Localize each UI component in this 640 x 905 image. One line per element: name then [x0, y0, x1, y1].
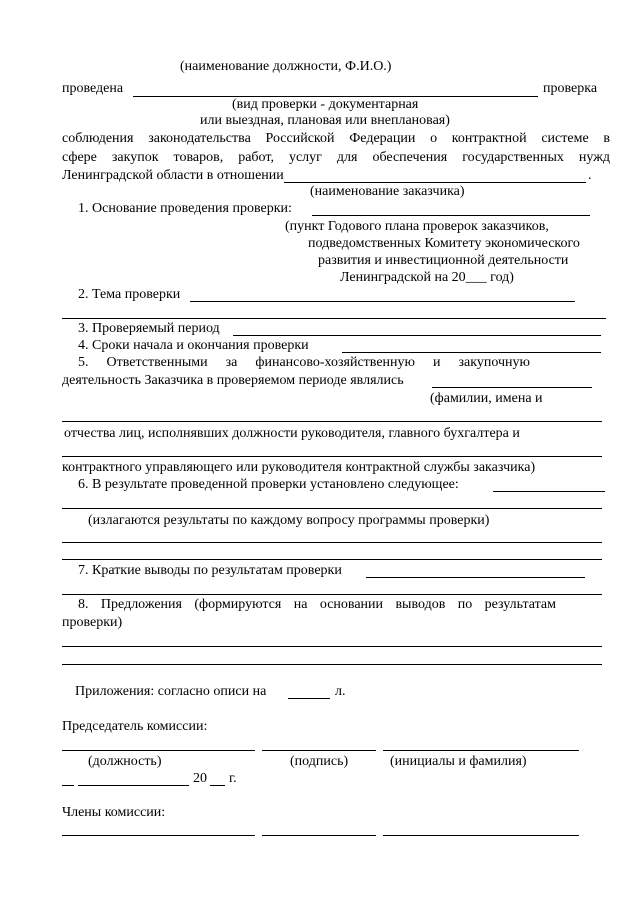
inspection-label: проверка	[543, 81, 598, 96]
official-caption: (наименование должности, Ф.И.О.)	[180, 59, 392, 74]
conducted-label: проведена	[62, 81, 124, 96]
chairman-label: Председатель комиссии:	[62, 719, 208, 734]
attachments-sheets-field[interactable]	[288, 698, 330, 699]
intro-paragraph-line-1: соблюдения законодательства Российской Федерации о контрактной системе в	[62, 131, 610, 146]
attachments-suffix: л.	[335, 684, 346, 699]
section-5-caption-2: отчества лиц, исполнявших должности руководителя, главного бухгалтера и	[64, 426, 520, 441]
section-2-field-continued[interactable]	[62, 318, 606, 319]
intro-period: .	[588, 168, 592, 183]
section-8-field-line-1[interactable]	[62, 646, 602, 647]
section-5-field-line-3[interactable]	[62, 456, 602, 457]
chairman-position-field[interactable]	[62, 750, 255, 751]
chairman-date-year-field[interactable]	[210, 785, 225, 786]
chairman-name-caption: (инициалы и фамилия)	[390, 754, 527, 769]
section-1-caption-2: подведомственных Комитету экономического	[308, 236, 580, 251]
chairman-signature-field[interactable]	[262, 750, 376, 751]
member-position-field[interactable]	[62, 835, 255, 836]
section-2-field[interactable]	[190, 301, 575, 302]
section-5-caption-3: контрактного управляющего или руководителя контрактной службы заказчика)	[62, 460, 536, 475]
chairman-date-year: 20	[193, 771, 207, 786]
chairman-position-caption: (должность)	[88, 754, 162, 769]
section-7-field[interactable]	[366, 577, 585, 578]
member-signature-field[interactable]	[262, 835, 376, 836]
section-1-caption-1: (пункт Годового плана проверок заказчиков,	[285, 219, 549, 234]
section-3-label: 3. Проверяемый период	[78, 321, 220, 336]
section-5-caption-1: (фамилии, имена и	[430, 391, 543, 406]
section-4-label: 4. Сроки начала и окончания проверки	[78, 338, 309, 353]
section-5-line-2: деятельность Заказчика в проверяемом периоде являлись	[62, 373, 404, 388]
section-5-field-line-2[interactable]	[62, 421, 602, 422]
customer-name-field[interactable]	[284, 182, 586, 183]
chairman-signature-caption: (подпись)	[290, 754, 349, 769]
section-8-field-line-2[interactable]	[62, 664, 602, 665]
chairman-name-field[interactable]	[383, 750, 579, 751]
attachments-label: Приложения: согласно описи на	[75, 684, 267, 699]
section-7-label: 7. Краткие выводы по результатам проверки	[78, 563, 342, 578]
section-6-field-line-2[interactable]	[62, 508, 602, 509]
inspection-type-caption-1: (вид проверки - документарная	[232, 97, 419, 112]
section-1-field[interactable]	[312, 215, 590, 216]
inspection-type-caption-2: или выездная, плановая или внеплановая)	[200, 113, 450, 128]
section-6-label: 6. В результате проведенной проверки установлено следующее:	[78, 477, 459, 492]
customer-caption: (наименование заказчика)	[310, 184, 465, 199]
member-name-field[interactable]	[383, 835, 579, 836]
section-1-label: 1. Основание проведения проверки:	[78, 201, 292, 216]
section-4-field[interactable]	[342, 352, 601, 353]
chairman-date-suffix: г.	[229, 771, 237, 786]
section-8-line-2: проверки)	[62, 615, 123, 630]
section-1-caption-4: Ленинградской на 20___ год)	[340, 270, 514, 285]
section-6-field-line-3[interactable]	[62, 542, 602, 543]
section-1-caption-3: развития и инвестиционной деятельности	[318, 253, 569, 268]
chairman-date-day-field[interactable]	[62, 785, 74, 786]
members-label: Члены комиссии:	[62, 805, 166, 820]
section-6-field-line-4[interactable]	[62, 559, 602, 560]
section-5-line-1: 5. Ответственными за финансово-хозяйственную и закупочную	[78, 355, 530, 370]
section-8-line-1: 8. Предложения (формируются на основании выводов по результатам	[78, 597, 556, 612]
chairman-date-month-field[interactable]	[78, 785, 189, 786]
section-6-caption: (излагаются результаты по каждому вопросу программы проверки)	[88, 513, 490, 528]
section-3-field[interactable]	[233, 335, 601, 336]
section-2-label: 2. Тема проверки	[78, 287, 181, 302]
section-5-field[interactable]	[432, 387, 592, 388]
intro-paragraph-line-3: Ленинградской области в отношении	[62, 168, 284, 183]
section-6-field[interactable]	[493, 491, 605, 492]
intro-paragraph-line-2: сфере закупок товаров, работ, услуг для обеспечения государственных нужд	[62, 150, 610, 165]
section-7-field-line-2[interactable]	[62, 594, 602, 595]
